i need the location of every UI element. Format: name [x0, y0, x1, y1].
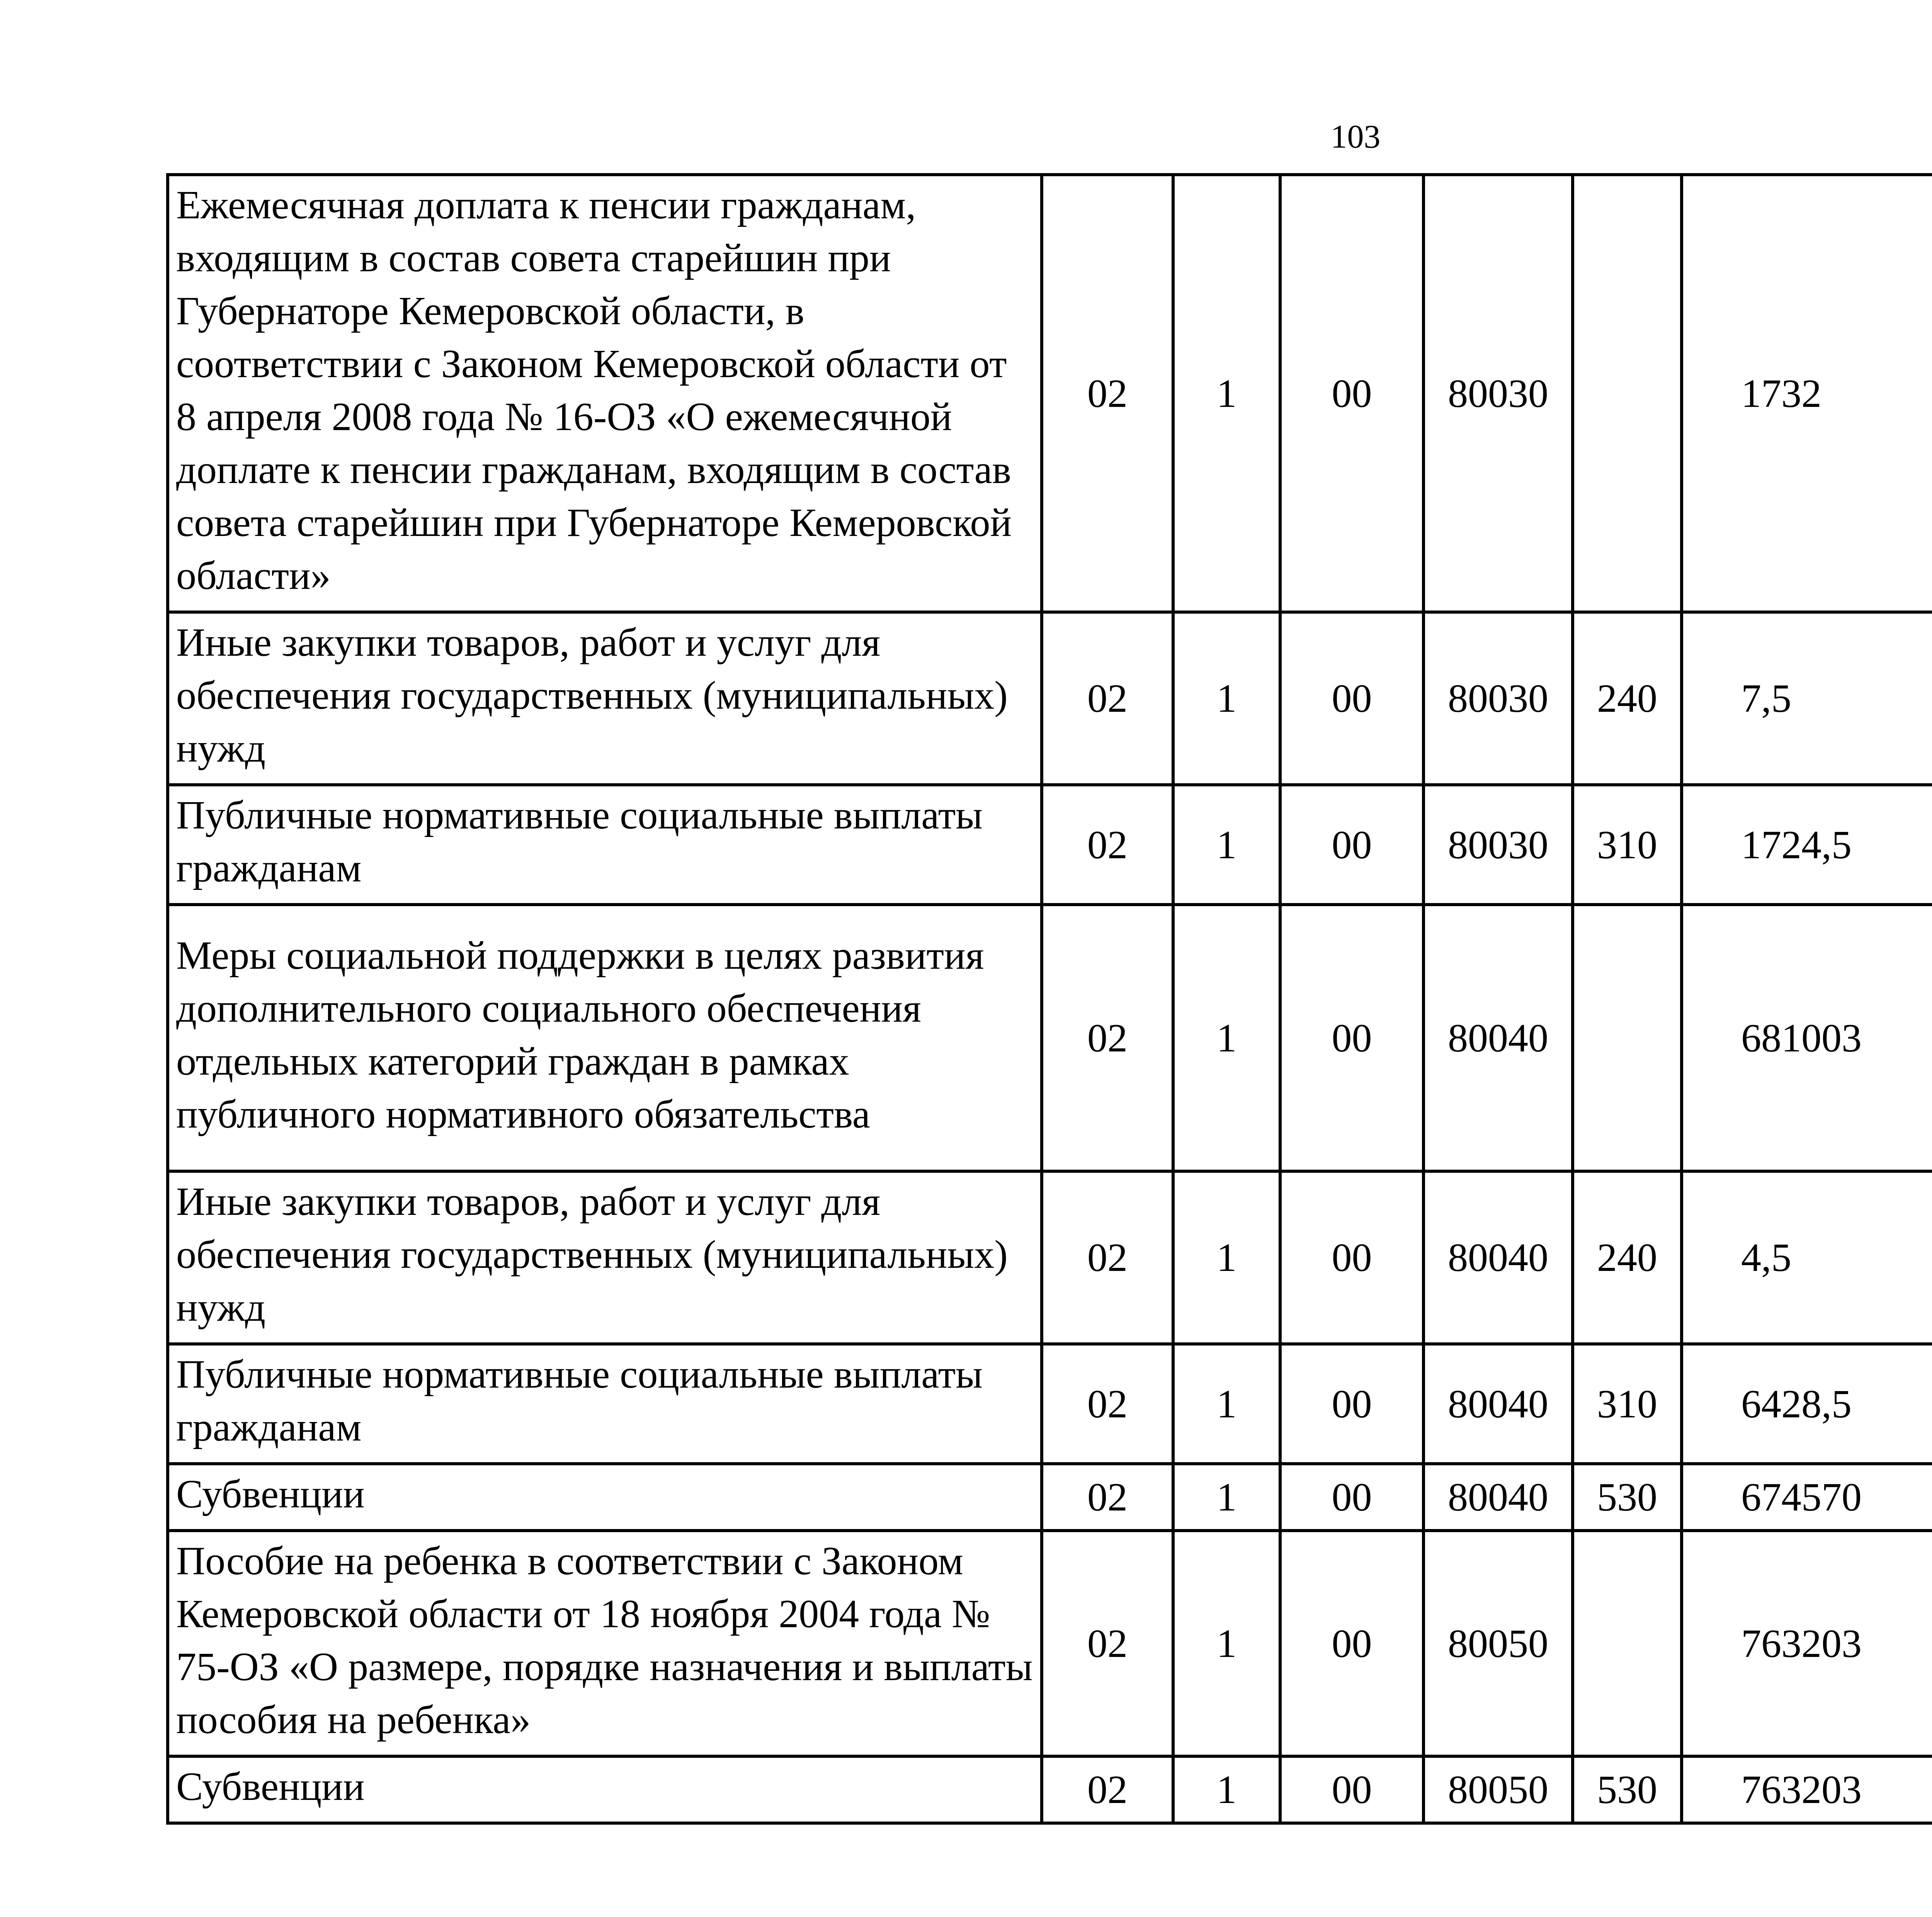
row-description: Субвенции: [168, 1464, 1042, 1531]
program-code: 02: [1042, 905, 1173, 1171]
expense-type-code: 530: [1573, 1464, 1682, 1531]
row-description: Иные закупки товаров, работ и услуг для обеспечения государственных (муниципальных) нужд: [168, 612, 1042, 785]
subprogram-code: 1: [1173, 1756, 1280, 1823]
expense-type-code: [1573, 905, 1682, 1171]
main-activity-code: 00: [1280, 612, 1423, 785]
amount-1: 763203: [1682, 1531, 1932, 1756]
direction-code: 80030: [1423, 612, 1573, 785]
main-activity-code: 00: [1280, 1171, 1423, 1344]
direction-code: 80050: [1423, 1531, 1573, 1756]
amount-1: 1724,5: [1682, 785, 1932, 905]
direction-code: 80040: [1423, 1464, 1573, 1531]
subprogram-code: 1: [1173, 1344, 1280, 1464]
subprogram-code: 1: [1173, 1171, 1280, 1344]
table-row: [168, 1464, 1932, 1531]
direction-code: 80040: [1423, 1344, 1573, 1464]
table-row: [168, 175, 1932, 612]
program-code: 02: [1042, 1171, 1173, 1344]
direction-code: 80030: [1423, 785, 1573, 905]
subprogram-code: 1: [1173, 785, 1280, 905]
main-activity-code: 00: [1280, 175, 1423, 612]
program-code: 02: [1042, 785, 1173, 905]
row-description: Меры социальной поддержки в целях развития дополнительного социального обеспечения отдельных категорий граждан в рамках публичного нормативного обязательства: [168, 905, 1042, 1171]
budget-table: [166, 173, 1932, 1825]
table-row: [168, 1531, 1932, 1756]
subprogram-code: 1: [1173, 612, 1280, 785]
direction-code: 80050: [1423, 1756, 1573, 1823]
program-code: 02: [1042, 1531, 1173, 1756]
expense-type-code: [1573, 175, 1682, 612]
main-activity-code: 00: [1280, 905, 1423, 1171]
main-activity-code: 00: [1280, 1531, 1423, 1756]
expense-type-code: 310: [1573, 1344, 1682, 1464]
main-activity-code: 00: [1280, 785, 1423, 905]
amount-1: 1732: [1682, 175, 1932, 612]
expense-type-code: 310: [1573, 785, 1682, 905]
expense-type-code: 240: [1573, 612, 1682, 785]
row-description: Субвенции: [168, 1756, 1042, 1823]
row-description: Пособие на ребенка в соответствии с Законом Кемеровской области от 18 ноября 2004 года № 75-ОЗ «О размере, порядке назначения и выплаты пособия на ребенка»: [168, 1531, 1042, 1756]
expense-type-code: 530: [1573, 1756, 1682, 1823]
main-activity-code: 00: [1280, 1464, 1423, 1531]
row-description: Ежемесячная доплата к пенсии гражданам, входящим в состав совета старейшин при Губернаторе Кемеровской области, в соответствии с Законом Кемеровской области от 8 апреля 2008 года № 16-ОЗ «О ежемесячной доплате к пенсии гражданам, входящим в состав совета старейшин при Губернаторе Кемеровской области»: [168, 175, 1042, 612]
direction-code: 80040: [1423, 905, 1573, 1171]
row-description: Иные закупки товаров, работ и услуг для обеспечения государственных (муниципальных) нужд: [168, 1171, 1042, 1344]
amount-1: 681003: [1682, 905, 1932, 1171]
subprogram-code: 1: [1173, 1531, 1280, 1756]
program-code: 02: [1042, 1344, 1173, 1464]
direction-code: 80030: [1423, 175, 1573, 612]
amount-1: 763203: [1682, 1756, 1932, 1823]
program-code: 02: [1042, 1464, 1173, 1531]
program-code: 02: [1042, 1756, 1173, 1823]
row-description: Публичные нормативные социальные выплаты гражданам: [168, 1344, 1042, 1464]
row-description: Публичные нормативные социальные выплаты гражданам: [168, 785, 1042, 905]
expense-type-code: [1573, 1531, 1682, 1756]
table-row: [168, 1756, 1932, 1823]
expense-type-code: 240: [1573, 1171, 1682, 1344]
amount-1: 6428,5: [1682, 1344, 1932, 1464]
direction-code: 80040: [1423, 1171, 1573, 1344]
page-number: 103: [1330, 118, 1381, 155]
amount-1: 4,5: [1682, 1171, 1932, 1344]
table-row: [168, 905, 1932, 1171]
amount-1: 674570: [1682, 1464, 1932, 1531]
program-code: 02: [1042, 175, 1173, 612]
program-code: 02: [1042, 612, 1173, 785]
subprogram-code: 1: [1173, 175, 1280, 612]
subprogram-code: 1: [1173, 1464, 1280, 1531]
table-row: [168, 1171, 1932, 1344]
table-row: [168, 785, 1932, 905]
main-activity-code: 00: [1280, 1756, 1423, 1823]
main-activity-code: 00: [1280, 1344, 1423, 1464]
amount-1: 7,5: [1682, 612, 1932, 785]
table-row: [168, 1344, 1932, 1464]
table-row: [168, 612, 1932, 785]
subprogram-code: 1: [1173, 905, 1280, 1171]
